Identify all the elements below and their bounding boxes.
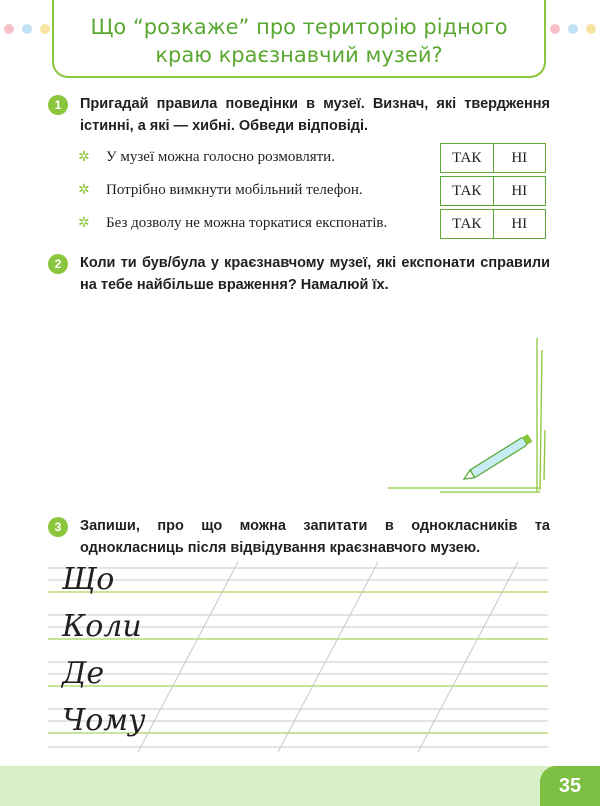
prompt-word-2: Коли	[62, 609, 142, 644]
task-3-text: Запиши, про що можна запитати в однокласників та однокласниць після відвідування краєзнавчого музею.	[80, 518, 550, 556]
page-number: 35	[540, 766, 600, 806]
sun-bullet-icon: ✲	[78, 150, 90, 165]
answer-yes-2[interactable]: ТАК	[452, 182, 482, 199]
statement-2: ✲ Потрібно вимкнути мобільний телефон.	[78, 182, 363, 198]
statement-3: ✲ Без дозволу не можна торкатися експонатів.	[78, 215, 388, 231]
pencil-icon	[462, 434, 533, 483]
answer-yes-1[interactable]: ТАК	[452, 149, 482, 166]
answer-box-3	[440, 209, 546, 239]
task-2-number: 2	[48, 254, 68, 274]
prompt-word-4: Чому	[62, 703, 146, 738]
answer-no-2[interactable]: НІ	[493, 177, 546, 205]
answer-no-1[interactable]: НІ	[493, 144, 546, 172]
answer-yes-3[interactable]: ТАК	[452, 215, 482, 232]
task-3-number: 3	[48, 517, 68, 537]
task-1-text: Пригадай правила поведінки в музеї. Визнач, які твердження істинні, а які — хибні. Обведи відповіді.	[80, 96, 550, 134]
answer-box-2	[440, 176, 546, 206]
prompt-word-3: Де	[62, 656, 105, 691]
task-1-number: 1	[48, 95, 68, 115]
prompt-word-1: Що	[62, 562, 115, 597]
footer-band	[0, 766, 600, 806]
sun-bullet-icon: ✲	[78, 183, 90, 198]
title-box	[52, 0, 546, 78]
answer-no-3[interactable]: НІ	[493, 210, 546, 238]
task-2-text: Коли ти був/була у краєзнавчому музеї, які експонати справили на тебе найбільше враження? Намалюй їх.	[80, 255, 550, 293]
drawing-area[interactable]	[380, 330, 560, 505]
sun-bullet-icon: ✲	[78, 216, 90, 231]
statement-1: ✲ У музеї можна голосно розмовляти.	[78, 149, 335, 165]
page-title: Що “розкаже” про територію рідного краю краєзнавчий музей?	[90, 15, 508, 67]
answer-box-1	[440, 143, 546, 173]
